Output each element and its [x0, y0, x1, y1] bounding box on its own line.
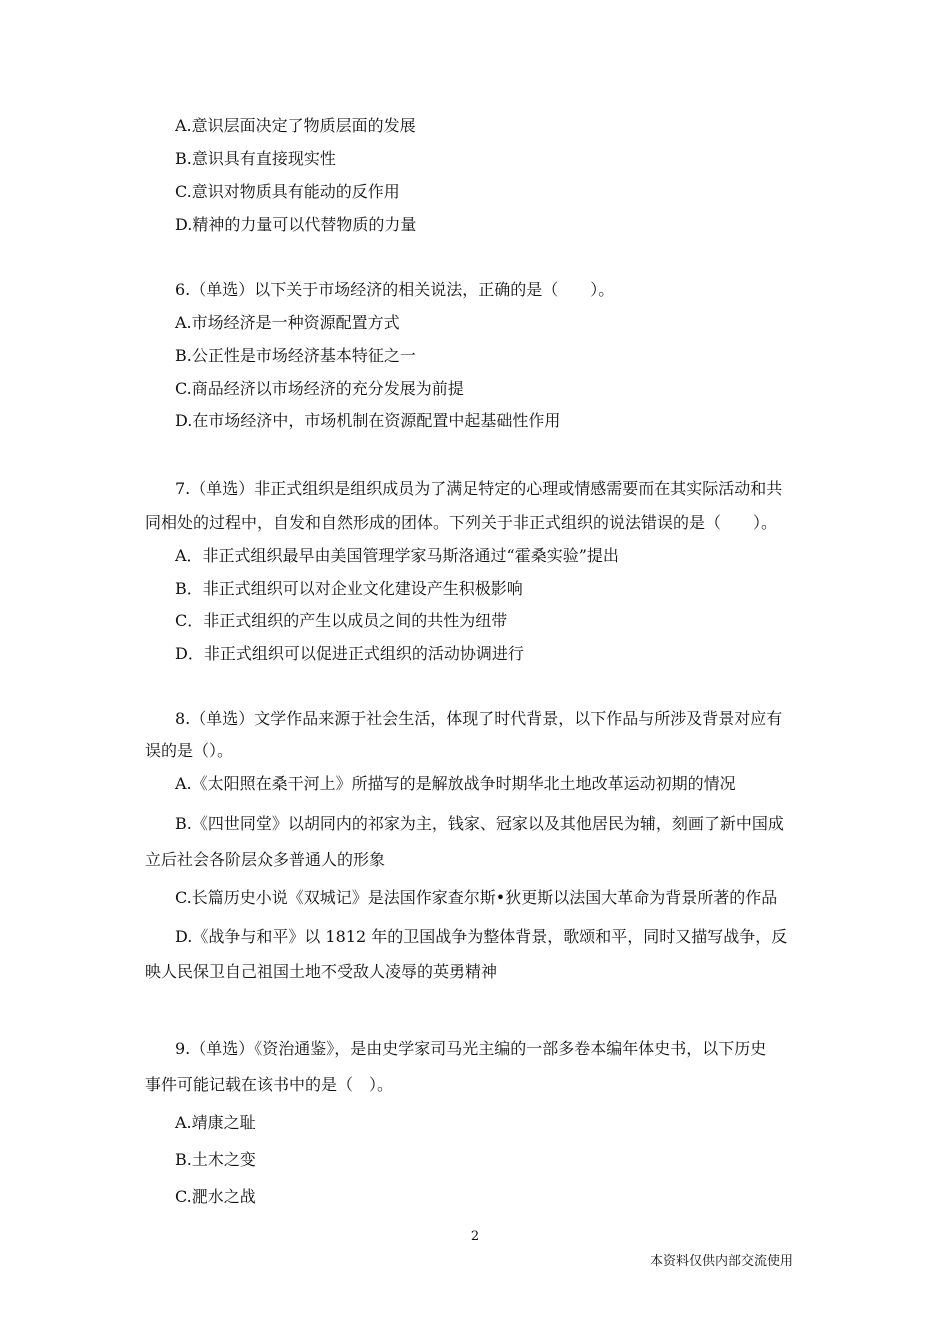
q8-option-a: A.《太阳照在桑干河上》所描写的是解放战争时期华北土地改革运动初期的情况 — [175, 774, 736, 793]
q8-option-d-line2: 映人民保卫自己祖国土地不受敌人凌辱的英勇精神 — [145, 962, 498, 981]
q6-option-d: D.在市场经济中，市场机制在资源配置中起基础性作用 — [175, 411, 561, 430]
q5-option-b: B.意识具有直接现实性 — [175, 149, 336, 168]
q8-stem-line2: 误的是（）。 — [145, 741, 234, 760]
q9-option-a: A.靖康之耻 — [175, 1113, 256, 1132]
q9-option-b: B.土木之变 — [175, 1150, 256, 1169]
q8-option-b-line1: B.《四世同堂》以胡同内的祁家为主，钱家、冠家以及其他居民为辅，刻画了新中国成 — [175, 814, 784, 833]
q5-option-d: D.精神的力量可以代替物质的力量 — [175, 215, 417, 234]
q6-stem: 6.（单选）以下关于市场经济的相关说法，正确的是（ ）。 — [175, 280, 615, 299]
q9-stem-line2: 事件可能记载在该书中的是（ ）。 — [145, 1075, 394, 1094]
q8-stem-line1: 8.（单选）文学作品来源于社会生活，体现了时代背景，以下作品与所涉及背景对应有 — [175, 709, 783, 728]
page-number: 2 — [470, 1229, 480, 1244]
q9-option-c: C.淝水之战 — [175, 1187, 256, 1206]
q7-option-d: D．非正式组织可以促进正式组织的活动协调进行 — [175, 644, 524, 663]
q9-stem-line1: 9.（单选）《资治通鉴》，是由史学家司马光主编的一部多卷本编年体史书，以下历史 — [175, 1039, 767, 1058]
q6-option-c: C.商品经济以市场经济的充分发展为前提 — [175, 379, 464, 398]
q7-option-b: B．非正式组织可以对企业文化建设产生积极影响 — [175, 579, 523, 598]
q8-option-d-line1: D.《战争与和平》以 1812 年的卫国战争为整体背景，歌颂和平，同时又描写战争，反 — [175, 927, 788, 946]
q6-option-b: B.公正性是市场经济基本特征之一 — [175, 346, 416, 365]
q6-option-a: A.市场经济是一种资源配置方式 — [175, 313, 400, 332]
q8-option-c: C.长篇历史小说《双城记》是法国作家查尔斯•狄更斯以法国大革命为背景所著的作品 — [175, 888, 778, 907]
q7-option-c: C．非正式组织的产生以成员之间的共性为纽带 — [175, 611, 508, 630]
q7-stem-line2: 同相处的过程中，自发和自然形成的团体。下列关于非正式组织的说法错误的是（ ）。 — [145, 513, 778, 532]
q8-option-b-line2: 立后社会各阶层众多普通人的形象 — [145, 850, 386, 869]
q5-option-c: C.意识对物质具有能动的反作用 — [175, 182, 400, 201]
q7-option-a: A．非正式组织最早由美国管理学家马斯洛通过“霍桑实验”提出 — [175, 546, 619, 565]
q5-option-a: A.意识层面决定了物质层面的发展 — [175, 116, 416, 135]
footer-note: 本资料仅供内部交流使用 — [650, 1254, 794, 1269]
q7-stem-line1: 7.（单选）非正式组织是组织成员为了满足特定的心理或情感需要而在其实际活动和共 — [175, 479, 783, 498]
